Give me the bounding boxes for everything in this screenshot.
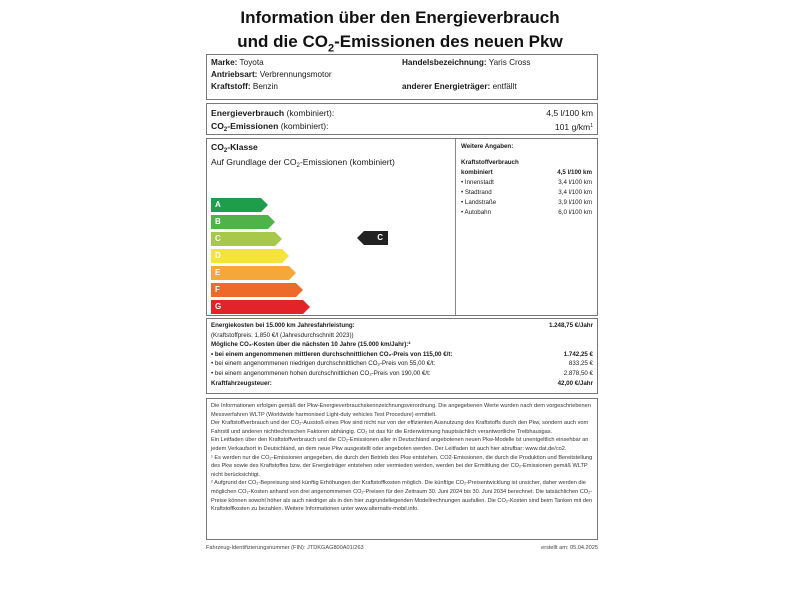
legal-notes-box — [206, 398, 598, 540]
efficiency-bar-f: F — [211, 283, 296, 297]
co2-cost-row: • bei einem angenommenen hohen durchschnittlichen CO₂-Preis von 190,00 €/t: 2.878,50 € — [211, 369, 593, 377]
other-energy-field: anderer Energieträger: entfällt — [402, 82, 517, 91]
further-info-title: Weitere Angaben: — [461, 143, 514, 150]
co2-cost-row: • bei einem angenommenen niedrigen durchschnittlichen CO₂-Preis von 55,00 €/t: 833,25 € — [211, 360, 593, 368]
fuel-consumption-row: • Innenstadt 3,4 l/100 km — [461, 179, 592, 186]
co2-class-scale — [207, 139, 456, 315]
trade-name-field: Handelsbezeichnung: Yaris Cross — [402, 58, 531, 67]
consumption-box — [206, 103, 598, 135]
created-date: erstellt am: 05.04.2025 — [541, 545, 598, 551]
document-footer — [206, 545, 598, 551]
efficiency-bar-e: E — [211, 266, 289, 280]
footnote-1: ¹ Es werden nur die CO₂-Emissionen angegeben, die durch den Betrieb des Pkw entstehen. CO2-Emissionen, die durch die Produktion und Bereitstellung des Pkw sowie des Kraftstoffes bzw. der Energieträger entstehen oder vermieden werden, werden bei der Ermittlung der CO₂-Emissionen gemäß WLTP nicht berücksichtigt. — [211, 454, 593, 478]
note-paragraph: Der Kraftstoffverbrauch und der CO₂-Ausstoß eines Pkw sind nicht nur von der effizienten Ausnutzung des Kraftstoffs durch den Pkw, sondern auch vom Fahrstil und anderen nichttechnischen Faktoren abhängig. CO₂ ist das für die Erderwärmung hauptsächlich verantwortliche Treibhausgas. — [211, 420, 589, 435]
vehicle-tax-row: Kraftfahrzeugsteuer: 42,00 €/Jahr — [211, 379, 593, 387]
energy-consumption-row: Energieverbrauch (kombiniert): 4,5 l/100 km — [211, 108, 593, 118]
efficiency-bar-c: C — [211, 232, 275, 246]
efficiency-bar-d: D — [211, 249, 282, 263]
fuel-price-row: (Kraftstoffpreis: 1,850 €/l (Jahresdurchschnitt 2023)) — [211, 331, 354, 339]
further-info-panel — [456, 139, 597, 315]
fuel-field: Kraftstoff: Benzin — [211, 82, 278, 91]
co2-class-subtitle: Auf Grundlage der $CO_2$-Emissionen (kombiniert) — [211, 157, 395, 169]
co2-class-box — [206, 138, 598, 316]
page-title — [200, 6, 600, 60]
energy-cost-row: Energiekosten bei 15.000 km Jahresfahrleistung: 1.248,75 €/Jahr — [211, 322, 593, 329]
footnote-2: ² Aufgrund der CO₂-Bepreisung sind künftig Erhöhungen der Kraftstoffkosten möglich. Die künftige CO₂-Preisentwicklung ist unsicher, daher werden die möglichen CO₂-Kosten anhand von drei angenommenen CO₂-Preisen für den Zeitraum 30. Juni 2024 bis 30. Juni 2034 berechnet. Die tatsächlichen CO₂-Preise können sowohl höher als auch niedriger als in den hier zugrundeliegenden Modellrechnungen ausfallen. Die CO₂-Kosten sind beim Tanken mit den Kraftstoffkosten zu bezahlen. Weitere Informationen unter www.alternativ-mobil.info. — [211, 480, 593, 513]
costs-box — [206, 318, 598, 394]
efficiency-bar-a: A — [211, 198, 261, 212]
fuel-consumption-row: • Autobahn 6,0 l/100 km — [461, 209, 592, 216]
note-paragraph: Ein Leitfaden über den Kraftstoffverbrauch und die CO₂-Emissionen aller in Deutschland angebotenen neuen Pkw-Modelle ist unentgeltlich einsehbar an jedem Verkaufsort in Deutschland, an dem neue Pkw ausgestellt oder angeboten werden. Der Leitfaden ist auch hier abrufbar: www.dat.de/co2. — [211, 437, 589, 452]
current-class-marker: C — [364, 231, 388, 245]
note-paragraph: Die Informationen erfolgen gemäß der Pkw-Energieverbrauchskennzeichnungsverordnung. Die angegebenen Werte wurden nach dem vorgeschriebenen Messverfahren WLTP (Worldwide harmonised Light-duty vehicles Test Procedure) ermittelt. — [211, 403, 591, 418]
title-line-2: und die $CO_2$-Emissionen des neuen Pkw — [237, 32, 563, 55]
efficiency-bar-g: G — [211, 300, 303, 314]
brand-field: Marke: Toyota — [211, 58, 264, 67]
title-line-1: Information über den Energieverbrauch — [240, 8, 560, 27]
vin-text: Fahrzeug-Identifizierungsnummer (FIN): JTDKGAG800A01/263 — [206, 545, 364, 551]
co2-cost-row: • bei einem angenommenen mittleren durchschnittlichen CO₂-Preis von 115,00 €/t: 1.742,25 € — [211, 350, 593, 358]
co2-emissions-row: $CO_2$-Emissionen (kombiniert): 101 $g/km^1$ — [211, 120, 593, 133]
co2-cost-title: Mögliche CO₂-Kosten über die nächsten 10 Jahre (15.000 km/Jahr):² — [211, 341, 411, 349]
fuel-consumption-title: Kraftstoffverbrauch — [461, 159, 519, 166]
fuel-consumption-row: • Landstraße 3,9 l/100 km — [461, 199, 592, 206]
co2-class-title: $CO_2$-Klasse — [211, 142, 258, 154]
fuel-consumption-row: kombiniert 4,5 l/100 km — [461, 169, 592, 176]
vehicle-info-box — [206, 54, 598, 100]
fuel-consumption-row: • Stadtrand 3,4 l/100 km — [461, 189, 592, 196]
efficiency-bars — [211, 198, 303, 317]
efficiency-bar-b: B — [211, 215, 268, 229]
drive-type-field: Antriebsart: Verbrennungsmotor — [211, 70, 332, 79]
